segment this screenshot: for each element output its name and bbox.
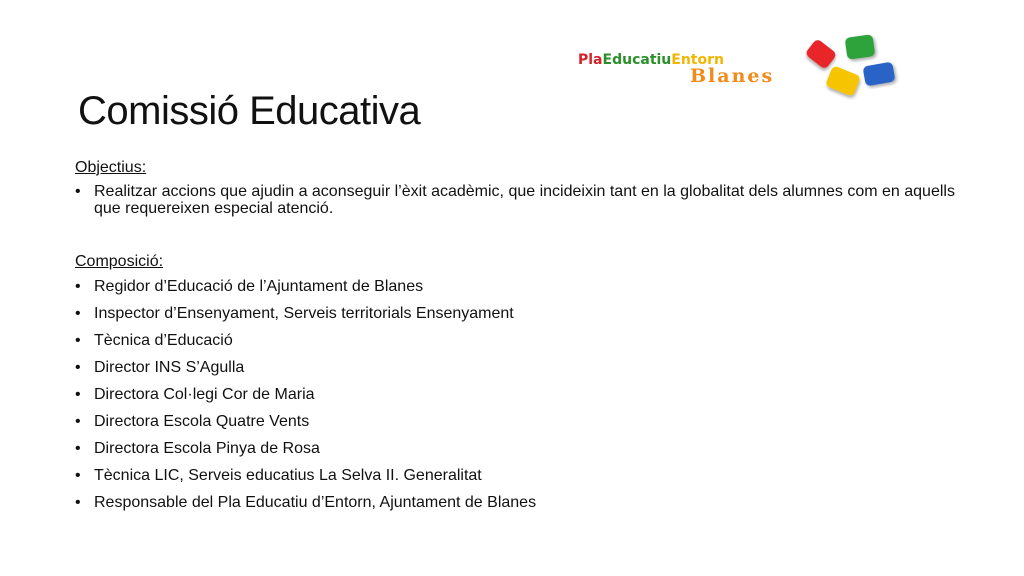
slide-body <box>75 158 955 520</box>
logo-text-educatiu: Educatiu <box>602 52 672 68</box>
logo-green-tile <box>845 34 876 60</box>
list-item: • Directora Col·legi Cor de Maria <box>75 385 955 404</box>
composicio-label: Composició: <box>75 253 164 270</box>
list-item: • Directora Escola Quatre Vents <box>75 412 955 431</box>
list-item: • Regidor d’Educació de l’Ajuntament de Blanes <box>75 277 955 296</box>
slide-title: Comissió Educativa <box>78 89 421 133</box>
list-item: • Realitzar accions que ajudin a aconseguir l’èxit acadèmic, que incideixin tant en la globalitat dels alumnes com en aquells que requereixen especial atenció. <box>75 183 955 217</box>
logo-text-pla: Pla <box>578 52 603 68</box>
logo-red-tile <box>805 38 838 70</box>
logo-yellow-tile <box>825 65 861 97</box>
logo-tiles-icon <box>800 32 910 110</box>
logo-blue-tile <box>862 62 895 87</box>
logo-text-blanes: Blanes <box>690 65 775 87</box>
list-item: • Directora Escola Pinya de Rosa <box>75 439 955 458</box>
pla-educatiu-entorn-logo <box>572 30 912 110</box>
composicio-list <box>75 277 955 512</box>
list-item: • Responsable del Pla Educatiu d’Entorn, Ajuntament de Blanes <box>75 493 955 512</box>
list-item: • Inspector d’Ensenyament, Serveis territorials Ensenyament <box>75 304 955 323</box>
list-item: • Director INS S’Agulla <box>75 358 955 377</box>
logo-text-entorn: Entorn <box>671 52 724 68</box>
objectius-label: Objectius: <box>75 159 147 176</box>
list-item: • Tècnica LIC, Serveis educatius La Selva II. Generalitat <box>75 466 955 485</box>
objectius-list <box>75 183 955 217</box>
list-item: • Tècnica d’Educació <box>75 331 955 350</box>
